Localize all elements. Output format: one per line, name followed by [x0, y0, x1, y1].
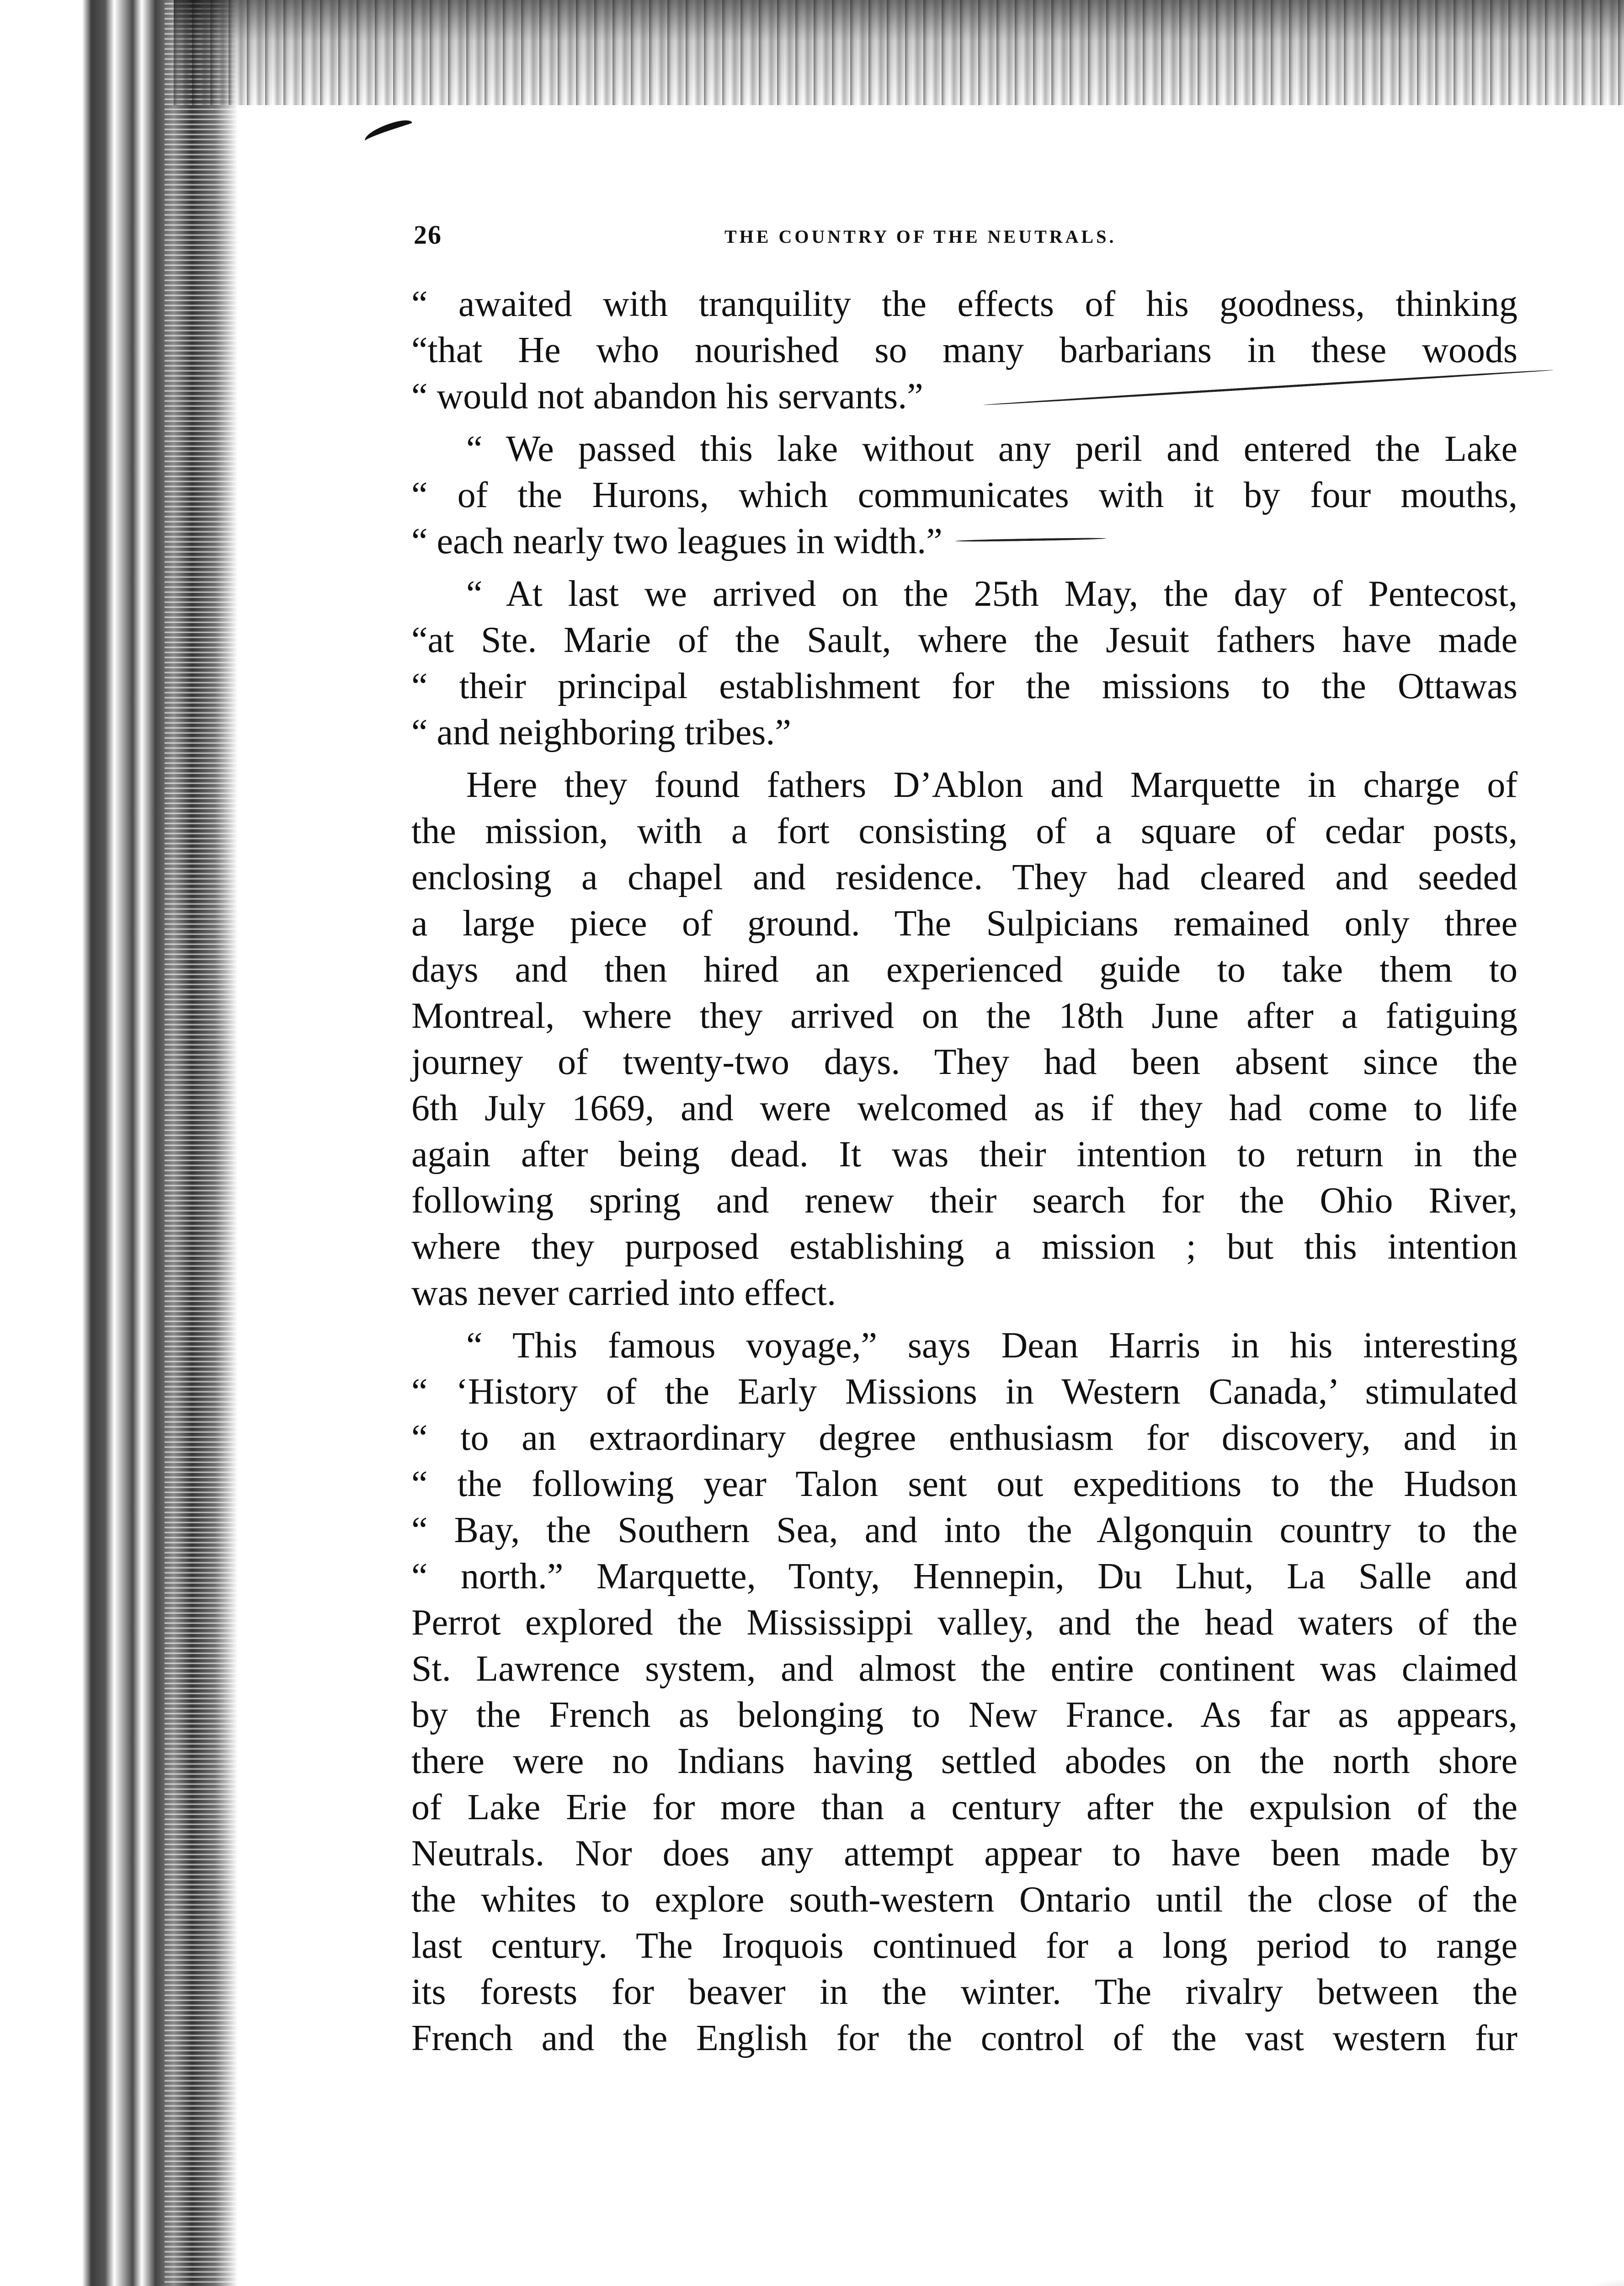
text-line: “that He who nourished so many barbarians in these woods	[411, 330, 1518, 370]
text-line: a large piece of ground. The Sulpicians remained only three	[411, 903, 1518, 944]
scan-gutter-noise	[165, 0, 238, 2286]
text-line: “ of the Hurons, which communicates with it by four mouths,	[411, 475, 1518, 515]
text-line: where they purposed establishing a mission ; but this intention	[411, 1227, 1518, 1267]
text-line: Montreal, where they arrived on the 18th June after a fatiguing	[411, 996, 1518, 1036]
text-line: Neutrals. Nor does any attempt appear to have been made by	[411, 1833, 1518, 1874]
text-line: “ awaited with tranquility the effects of his goodness, thinking	[411, 284, 1518, 324]
running-head	[414, 219, 1538, 261]
text-line: “at Ste. Marie of the Sault, where the Jesuit fathers have made	[411, 620, 1518, 660]
text-line: “ north.” Marquette, Tonty, Hennepin, Du Lhut, La Salle and	[411, 1556, 1518, 1597]
text-line: there were no Indians having settled abodes on the north shore	[411, 1741, 1518, 1781]
text-line: “ ‘History of the Early Missions in Western Canada,’ stimulated	[411, 1372, 1518, 1412]
paragraph-2	[411, 426, 1518, 565]
text-line: by the French as belonging to New France. As far as appears,	[411, 1695, 1518, 1735]
text-line: “ to an extraordinary degree enthusiasm for discovery, and in	[411, 1418, 1518, 1458]
running-title: THE COUNTRY OF THE NEUTRALS.	[724, 226, 1117, 247]
text-line: “ would not abandon his servants.”	[411, 376, 923, 417]
text-line: 6th July 1669, and were welcomed as if they had come to life	[411, 1088, 1518, 1128]
text-line: following spring and renew their search for the Ohio River,	[411, 1180, 1518, 1221]
page-number: 26	[414, 220, 442, 250]
text-line: “ At last we arrived on the 25th May, the day of Pentecost,	[466, 574, 1518, 614]
paragraph-4	[411, 762, 1518, 1316]
text-line: again after being dead. It was their intention to return in the	[411, 1134, 1518, 1175]
text-line: “ each nearly two leagues in width.”	[411, 521, 942, 561]
paragraph-1	[411, 281, 1518, 420]
body-text	[411, 281, 1518, 2068]
text-line: Here they found fathers D’Ablon and Marquette in charge of	[466, 765, 1518, 805]
pen-mark	[362, 117, 415, 146]
text-line: “ Bay, the Southern Sea, and into the Algonquin country to the	[411, 1510, 1518, 1550]
text-line: enclosing a chapel and residence. They had cleared and seeded	[411, 857, 1518, 897]
text-line: Perrot explored the Mississippi valley, and the head waters of the	[411, 1602, 1518, 1643]
text-line: “ We passed this lake without any peril and entered the Lake	[466, 429, 1518, 469]
text-line: “ and neighboring tribes.”	[411, 712, 791, 753]
scan-top-edge	[174, 0, 1624, 105]
text-line: St. Lawrence system, and almost the entire continent was claimed	[411, 1649, 1518, 1689]
text-line: was never carried into effect.	[411, 1273, 836, 1313]
text-line: the mission, with a fort consisting of a square of cedar posts,	[411, 811, 1518, 851]
paragraph-3	[411, 571, 1518, 756]
text-line: “ This famous voyage,” says Dean Harris in his interesting	[466, 1325, 1518, 1366]
text-line: its forests for beaver in the winter. The rivalry between the	[411, 1972, 1518, 2012]
scan-corner-smudge	[1533, 2277, 1624, 2286]
text-line: French and the English for the control of the vast western fur	[411, 2018, 1518, 2058]
paragraph-5	[411, 1323, 1518, 2062]
text-line: of Lake Erie for more than a century after the expulsion of the	[411, 1787, 1518, 1827]
text-line: “ their principal establishment for the missions to the Ottawas	[411, 666, 1518, 706]
text-line: last century. The Iroquois continued for a long period to range	[411, 1926, 1518, 1966]
text-line: journey of twenty-two days. They had been absent since the	[411, 1042, 1518, 1082]
text-line: the whites to explore south-western Ontario until the close of the	[411, 1880, 1518, 1920]
text-line: days and then hired an experienced guide to take them to	[411, 950, 1518, 990]
text-line: “ the following year Talon sent out expeditions to the Hudson	[411, 1464, 1518, 1504]
